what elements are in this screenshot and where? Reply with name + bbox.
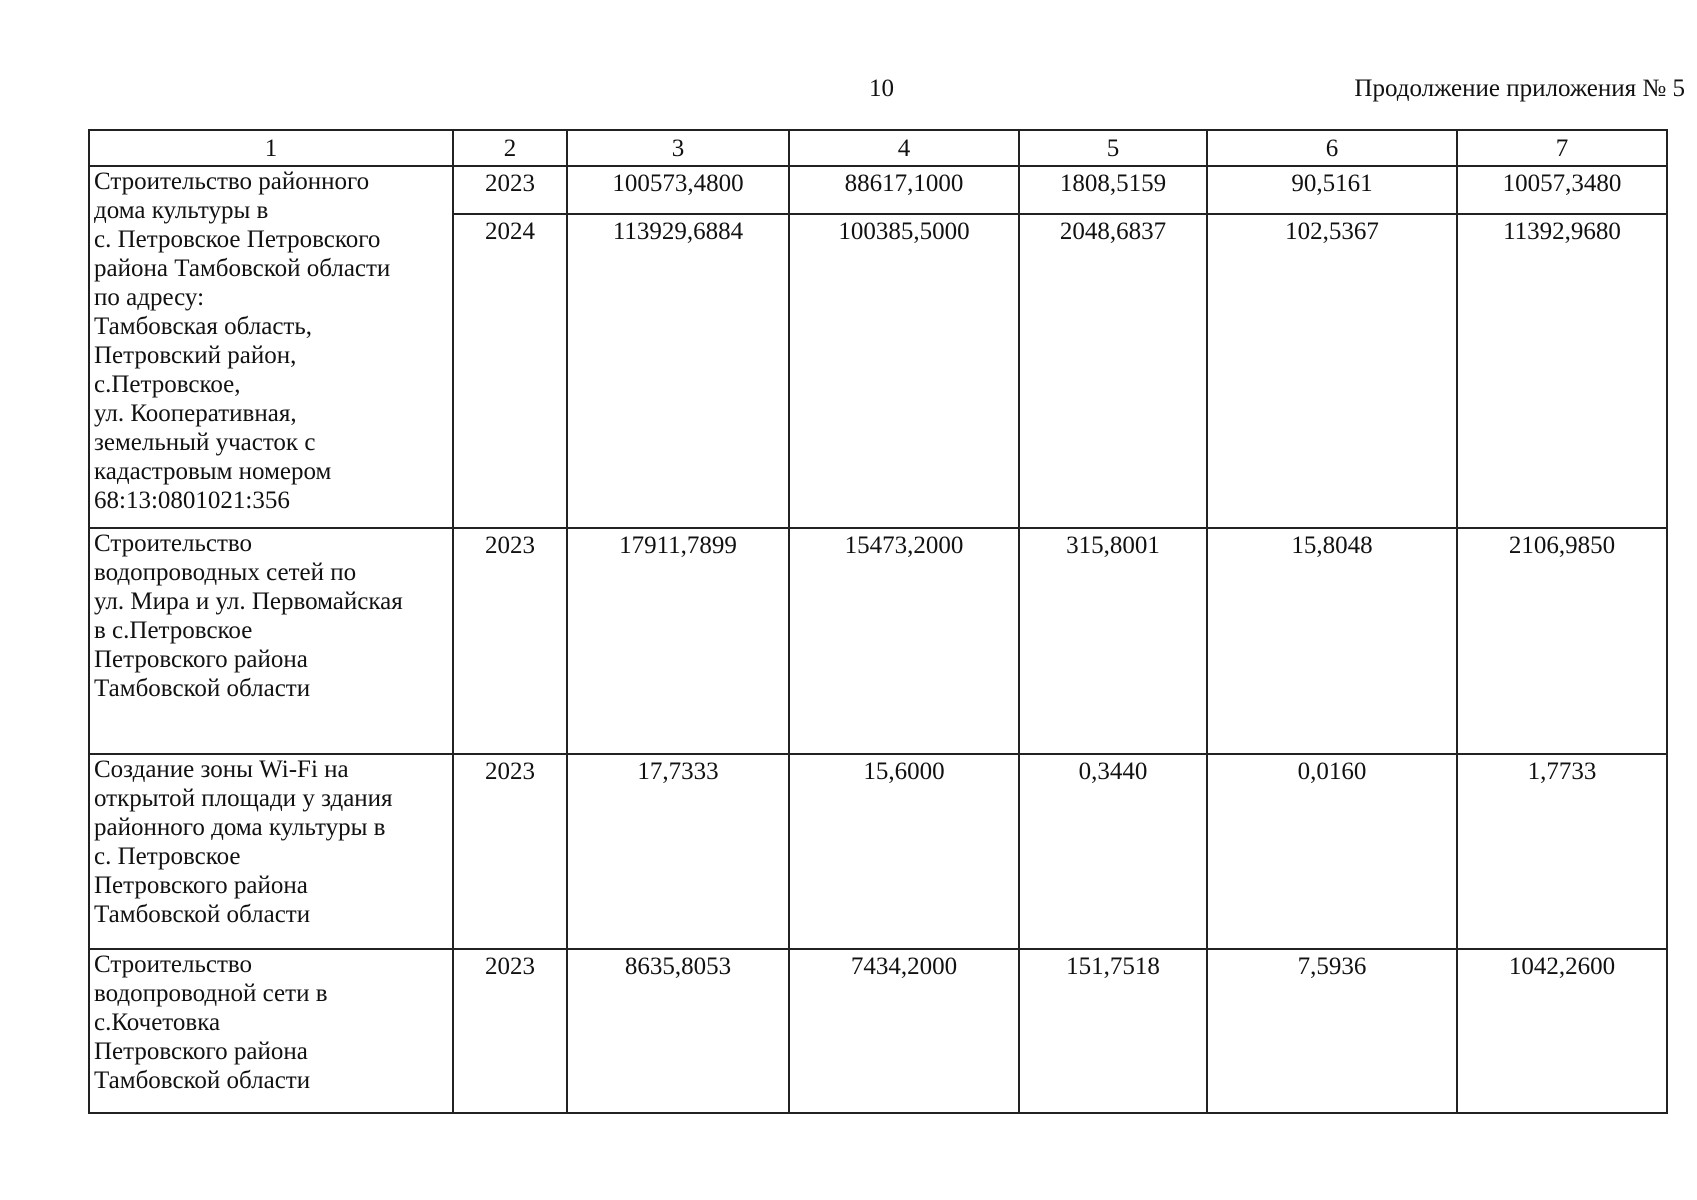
value-cell-col5: 315,8001: [1019, 528, 1207, 754]
value-cell-col4: 7434,2000: [789, 949, 1019, 1113]
value-cell-col5: 1808,5159: [1019, 166, 1207, 214]
value-cell-col4: 100385,5000: [789, 214, 1019, 528]
column-number-header: 2: [453, 130, 567, 166]
table-row: [89, 528, 1667, 754]
year-cell: 2024: [453, 214, 567, 528]
value-cell-col7: 1042,2600: [1457, 949, 1667, 1113]
column-number-header: 1: [89, 130, 453, 166]
table-row: [89, 949, 1667, 1113]
value-cell-col5: 2048,6837: [1019, 214, 1207, 528]
column-number-header: 5: [1019, 130, 1207, 166]
page-number: 10: [869, 75, 894, 102]
value-cell-col3: 17911,7899: [567, 528, 789, 754]
year-cell: 2023: [453, 166, 567, 214]
value-cell-col6: 102,5367: [1207, 214, 1457, 528]
value-cell-col7: 10057,3480: [1457, 166, 1667, 214]
year-cell: 2023: [453, 528, 567, 754]
value-cell-col7: 11392,9680: [1457, 214, 1667, 528]
table-row: [89, 166, 1667, 214]
column-number-header: 7: [1457, 130, 1667, 166]
column-number-header: 3: [567, 130, 789, 166]
value-cell-col3: 113929,6884: [567, 214, 789, 528]
column-number-header: 4: [789, 130, 1019, 166]
table-row: [89, 754, 1667, 949]
value-cell-col4: 15473,2000: [789, 528, 1019, 754]
value-cell-col5: 151,7518: [1019, 949, 1207, 1113]
value-cell-col7: 2106,9850: [1457, 528, 1667, 754]
value-cell-col6: 7,5936: [1207, 949, 1457, 1113]
project-description: Строительство водопроводной сети в с.Кочетовка Петровского района Тамбовской области: [89, 949, 453, 1113]
column-number-row: [89, 130, 1667, 166]
value-cell-col6: 90,5161: [1207, 166, 1457, 214]
value-cell-col6: 0,0160: [1207, 754, 1457, 949]
project-description: Строительство водопроводных сетей по ул. Мира и ул. Первомайская в с.Петровское Петровского района Тамбовской области: [89, 528, 453, 754]
value-cell-col4: 88617,1000: [789, 166, 1019, 214]
project-description: Создание зоны Wi-Fi на открытой площади у здания районного дома культуры в с. Петровское Петровского района Тамбовской области: [89, 754, 453, 949]
appendix-continuation-label: Продолжение приложения № 5: [1354, 75, 1685, 102]
value-cell-col3: 8635,8053: [567, 949, 789, 1113]
value-cell-col3: 17,7333: [567, 754, 789, 949]
year-cell: 2023: [453, 754, 567, 949]
year-cell: 2023: [453, 949, 567, 1113]
value-cell-col6: 15,8048: [1207, 528, 1457, 754]
project-description: Строительство районного дома культуры в с. Петровское Петровского района Тамбовской области по адресу: Тамбовская область, Петровский район, с.Петровское, ул. Кооперативная, земельный участок с кадастровым номером 68:13:0801021:356: [89, 166, 453, 528]
column-number-header: 6: [1207, 130, 1457, 166]
value-cell-col7: 1,7733: [1457, 754, 1667, 949]
value-cell-col3: 100573,4800: [567, 166, 789, 214]
data-table: [88, 129, 1668, 1114]
value-cell-col5: 0,3440: [1019, 754, 1207, 949]
value-cell-col4: 15,6000: [789, 754, 1019, 949]
